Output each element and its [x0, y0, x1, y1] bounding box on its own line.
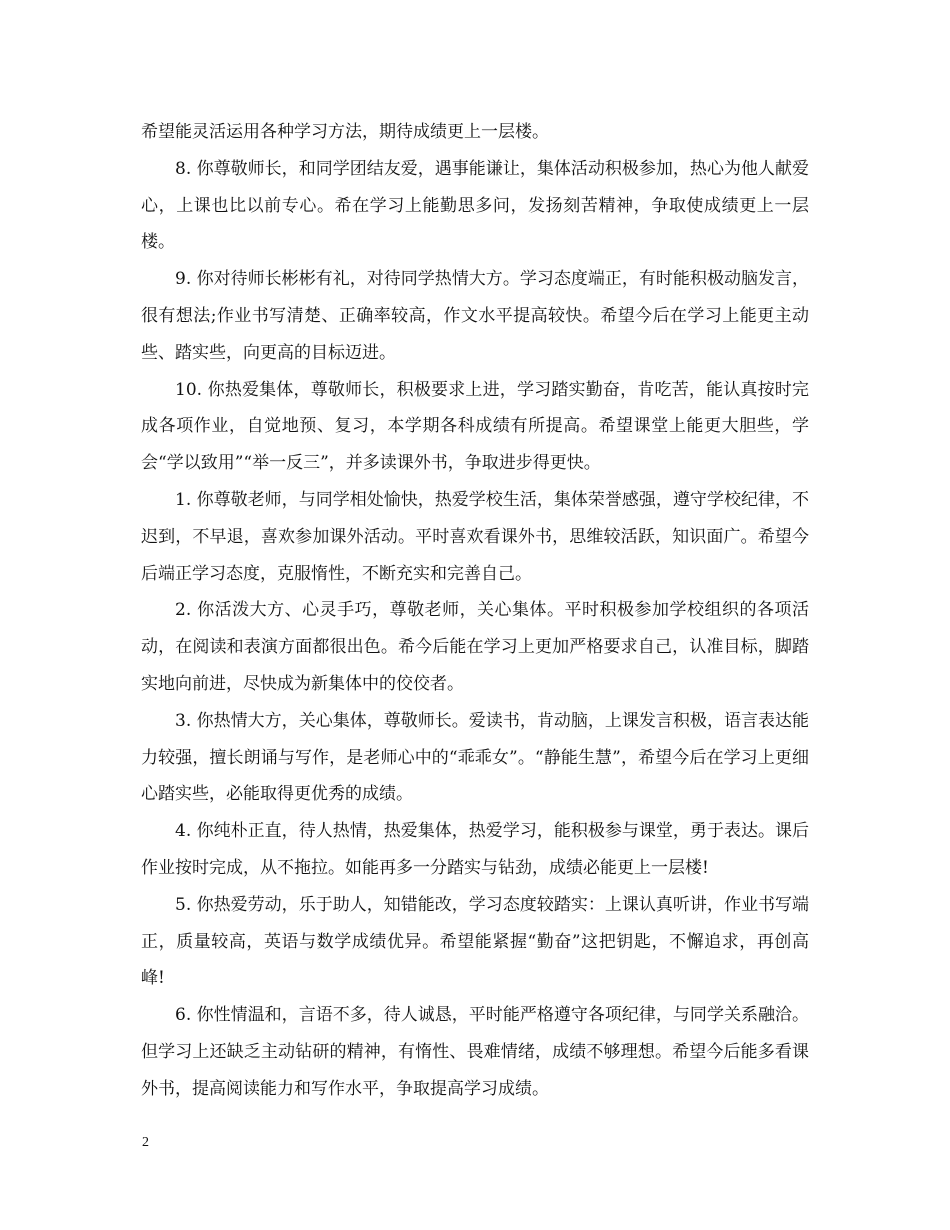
paragraph-continuation: 希望能灵活运用各种学习方法，期待成绩更上一层楼。 — [141, 122, 549, 142]
paragraph-comment-8: 8. 你尊敬师长，和同学团结友爱，遇事能谦让，集体活动积极参加，热心为他人献爱心，上课也比以前专心。希在学习上能勤思多问，发扬刻苦精神，争取使成绩更上一层楼。 — [141, 158, 809, 253]
paragraph-comment-2: 2. 你活泼大方、心灵手巧，尊敬老师，关心集体。平时积极参加学校组织的各项活动，在阅读和表演方面都很出色。希今后能在学习上更加严格要求自己，认准目标，脚踏实地向前进，尽快成为新集体中的佼佼者。 — [141, 600, 809, 694]
paragraph-comment-5: 5. 你热爱劳动，乐于助人，知错能改，学习态度较踏实：上课认真听讲，作业书写端正，质量较高，英语与数学成绩优异。希望能紧握“勤奋”这把钥匙，不懈追求，再创高峰! — [141, 894, 809, 989]
paragraph-comment-3: 3. 你热情大方，关心集体，尊敬师长。爱读书，肯动脑，上课发言积极，语言表达能力较强，擅长朗诵与写作，是老师心中的“乖乖女”。“静能生慧”，希望今后在学习上更细心踏实些，必能取得更优秀的成绩。 — [141, 710, 809, 805]
paragraph-comment-6: 6. 你性情温和，言语不多，待人诚恳，平时能严格遵守各项纪律，与同学关系融洽。但学习上还缺乏主动钻研的精神，有惰性、畏难情绪，成绩不够理想。希望今后能多看课外书，提高阅读能力和写作水平，争取提高学习成绩。 — [141, 1005, 809, 1099]
paragraph-comment-4: 4. 你纯朴正直，待人热情，热爱集体，热爱学习，能积极参与课堂，勇于表达。课后作业按时完成，从不拖拉。如能再多一分踏实与钻劲，成绩必能更上一层楼! — [141, 821, 809, 878]
page-number: 2 — [142, 1135, 149, 1150]
paragraph-comment-9: 9. 你对待师长彬彬有礼，对待同学热情大方。学习态度端正，有时能积极动脑发言，很有想法;作业书写清楚、正确率较高，作文水平提高较快。希望今后在学习上能更主动些、踏实些，向更高的目标迈进。 — [141, 269, 809, 363]
paragraph-comment-1: 1. 你尊敬老师，与同学相处愉快，热爱学校生活，集体荣誉感强，遵守学校纪律，不迟到，不早退，喜欢参加课外活动。平时喜欢看课外书，思维较活跃，知识面广。希望今后端正学习态度，克服惰性，不断充实和完善自己。 — [141, 489, 809, 584]
document-body — [141, 114, 809, 1108]
paragraph-comment-10: 10. 你热爱集体，尊敬师长，积极要求上进，学习踏实勤奋，肯吃苦，能认真按时完成各项作业，自觉地预、复习，本学期各科成绩有所提高。希望课堂上能更大胆些，学会“学以致用”“举一反三”，并多读课外书，争取进步得更快。 — [141, 379, 809, 474]
